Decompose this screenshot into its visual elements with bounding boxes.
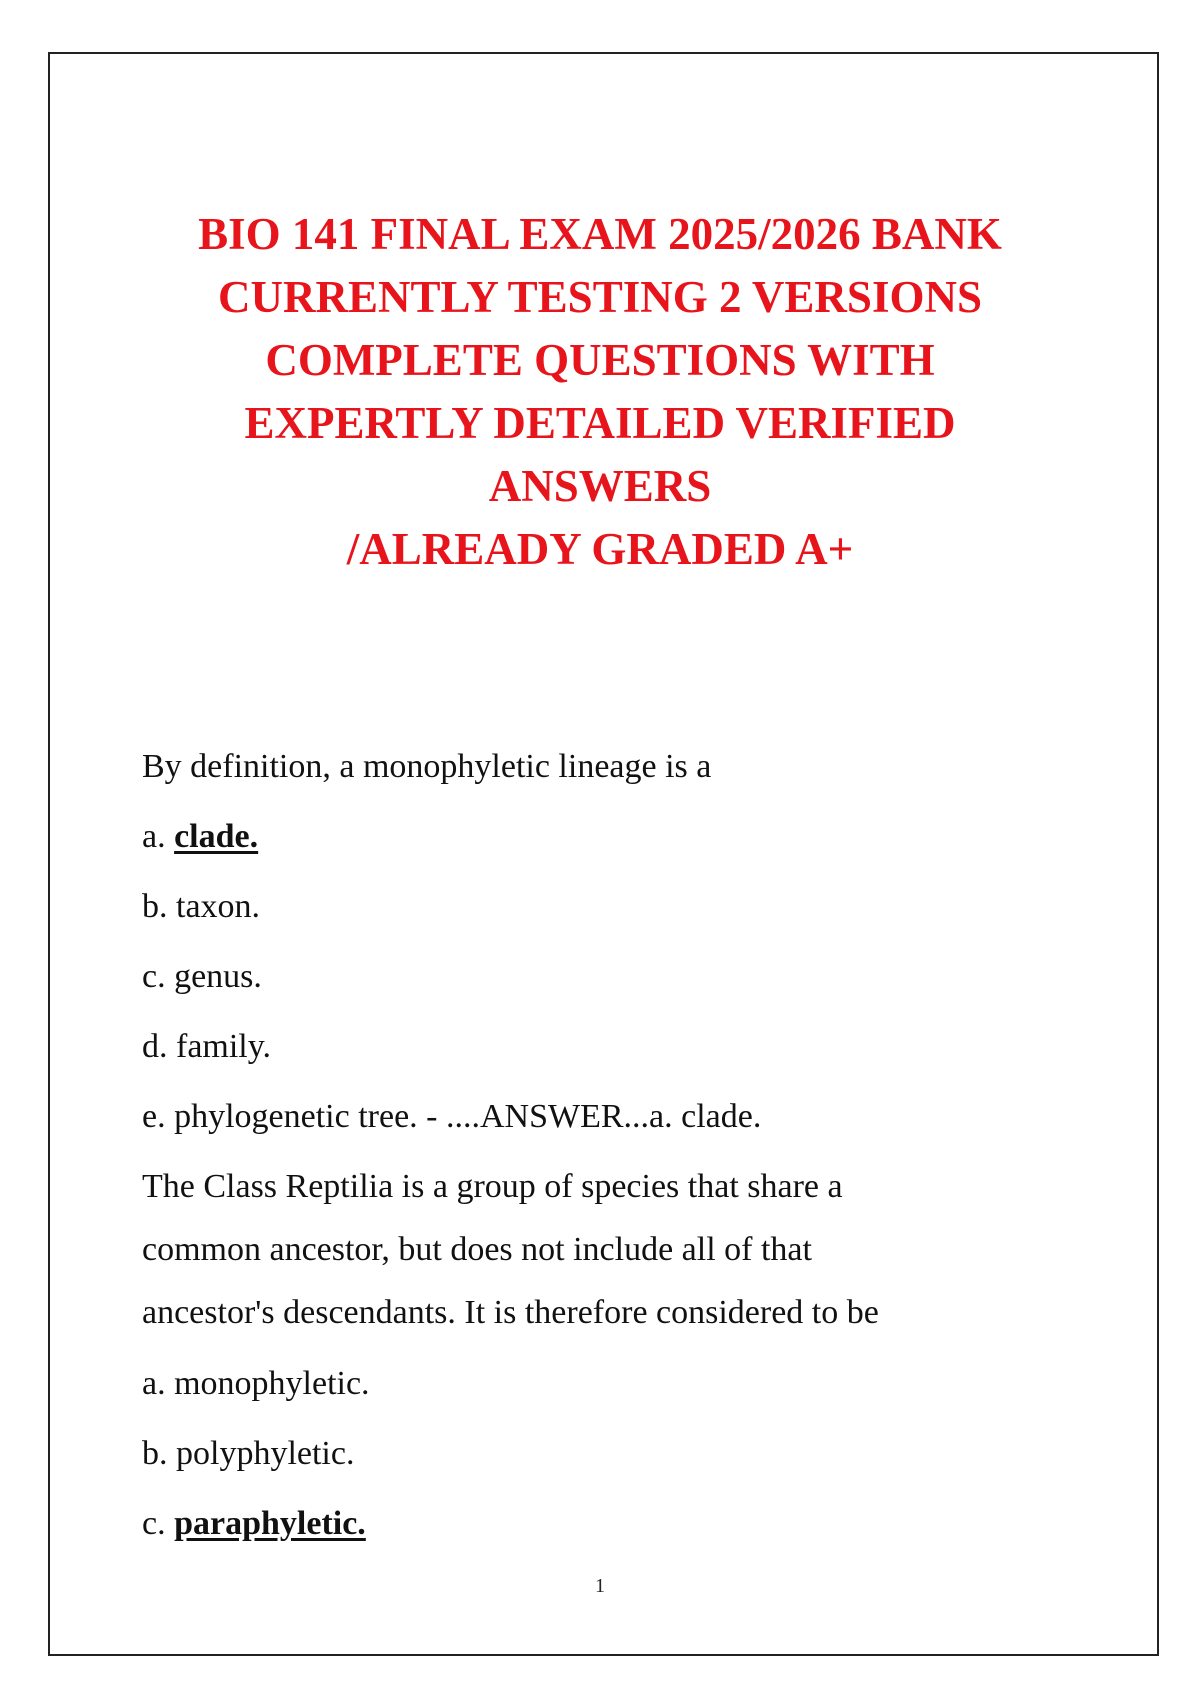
answer-option-a [142, 1349, 1042, 1419]
option-text: taxon. [176, 888, 261, 925]
title-line: /ALREADY GRADED A+ [346, 524, 854, 574]
option-prefix: b. [142, 1435, 176, 1472]
option-prefix: c. [142, 958, 175, 995]
answer-option-b [142, 872, 1042, 942]
question-stem-line: ancestor's descendants. It is therefore considered to be [142, 1294, 879, 1331]
option-text: phylogenetic tree. - ....ANSWER...a. clade. [174, 1098, 762, 1135]
correct-answer-text: paraphyletic. [174, 1505, 366, 1542]
questions-section [142, 732, 1042, 1559]
answer-option-c [142, 942, 1042, 1012]
option-text: monophyletic. [174, 1365, 370, 1402]
question-stem [142, 1160, 1042, 1339]
answer-option-b [142, 1419, 1042, 1489]
answer-option-c [142, 1489, 1042, 1559]
option-prefix: a. [142, 818, 175, 855]
option-text: polyphyletic. [176, 1435, 355, 1472]
option-prefix: b. [142, 888, 176, 925]
title-line: ANSWERS [488, 461, 712, 511]
question-stem-line: common ancestor, but does not include all of that [142, 1231, 812, 1268]
question-1 [142, 732, 1042, 1152]
option-prefix: c. [142, 1505, 175, 1542]
correct-answer-text: clade. [174, 818, 259, 855]
document-title [100, 203, 1100, 581]
question-stem: By definition, a monophyletic lineage is a [142, 748, 712, 785]
question-2 [142, 1160, 1042, 1559]
option-prefix: a. [142, 1365, 175, 1402]
title-line: EXPERTLY DETAILED VERIFIED [244, 398, 956, 448]
answer-option-e [142, 1082, 1042, 1152]
option-prefix: e. [142, 1098, 175, 1135]
title-line: BIO 141 FINAL EXAM 2025/2026 BANK [198, 209, 1002, 259]
answer-option-a [142, 802, 1042, 872]
page-number: 1 [595, 1575, 605, 1597]
answer-option-d [142, 1012, 1042, 1082]
title-line: COMPLETE QUESTIONS WITH [265, 335, 935, 385]
option-prefix: d. [142, 1028, 176, 1065]
option-text: genus. [174, 958, 262, 995]
title-line: CURRENTLY TESTING 2 VERSIONS [217, 272, 982, 322]
option-text: family. [176, 1028, 272, 1065]
question-stem-line: The Class Reptilia is a group of species that share a [142, 1168, 843, 1205]
